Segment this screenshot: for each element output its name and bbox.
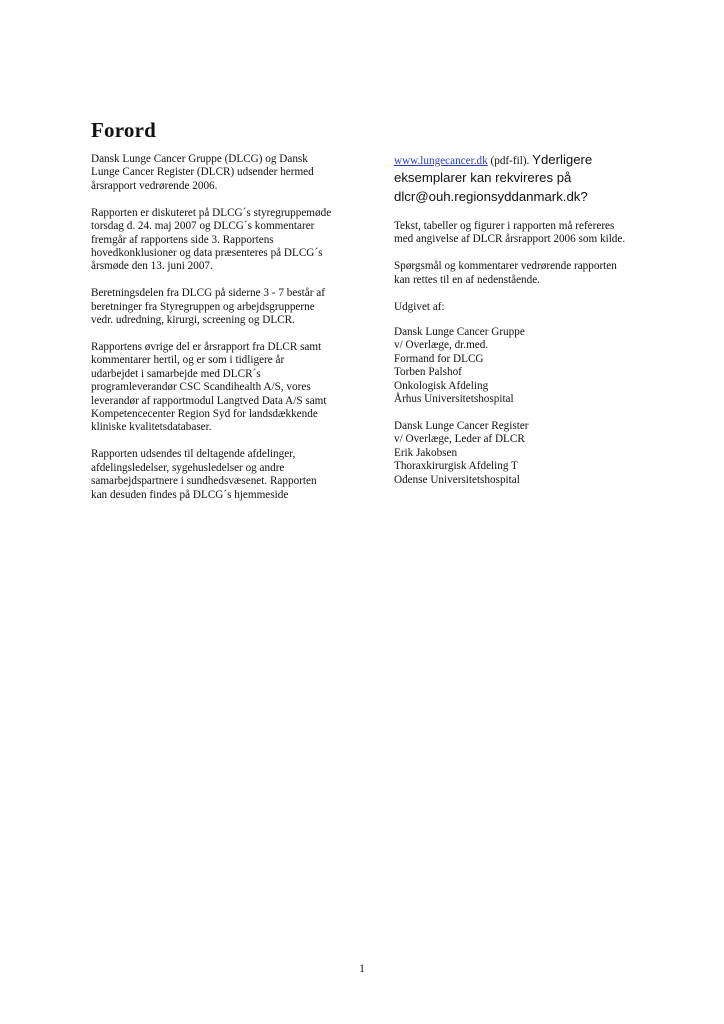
link-suffix: (pdf-fil). [487,155,533,167]
questions-paragraph: Spørgsmål og kommentarer vedrørende rapporten kan rettes til en af nedenstående. [394,260,617,286]
contact-email: dlcr@ouh.regionsyddanmark.dk? [394,189,588,204]
report-section-paragraph: Beretningsdelen fra DLCG på siderne 3 - 7 består af beretninger fra Styregruppen og arbejdsgrupperne vedr. udredning, kirurgi, screening og DLCR. [91,287,325,327]
publisher-dlcr: Dansk Lunge Cancer Register v/ Overlæge, Leder af DLCR Erik Jakobsen Thoraxkirurgisk Afdeling T Odense Universitetshospital [394,419,529,486]
distribution-paragraph: Rapporten udsendes til deltagende afdelinger, afdelingsledelser, sygehusledelser og andre samarbejdspartnere i sundhedsvæsenet. Rapporten kan desuden findes på DLCG´s hjemmeside [91,448,317,501]
discussion-paragraph: Rapporten er diskuteret på DLCG´s styregruppemøde torsdag d. 24. maj 2007 og DLCG´s kommentarer fremgår af rapportens side 3. Rapportens hovedkonklusioner og data præsenteres på DLCG´s årsmøde den 13. juni 2007. [91,206,332,273]
publisher-dlcg: Dansk Lunge Cancer Gruppe v/ Overlæge, dr.med. Formand for DLCG Torben Palshof Onkologisk Afdeling Århus Universitetshospital [394,326,525,406]
website-line [394,153,654,168]
published-by-label: Udgivet af: [394,300,445,313]
intro-paragraph: Dansk Lunge Cancer Gruppe (DLCG) og Dansk Lunge Cancer Register (DLCR) udsender hermed årsrapport vedrørende 2006. [91,153,314,192]
page-title: Forord [91,118,156,142]
website-paragraph [394,153,654,206]
page-number: 1 [359,963,365,975]
left-column [91,153,353,515]
annual-report-paragraph: Rapportens øvrige del er årsrapport fra DLCR samt kommentarer hertil, og er som i tidligere år udarbejdet i samarbejde med DLCR´s programleverandør CSC Scandihealth A/S, vores leverandør af rapportmodul Langtved Data A/S samt Kompetencecenter Region Syd for landsdækkende kliniske kvalitetsdatabaser. [91,340,327,434]
website-link[interactable]: www.lungecancer.dk [394,155,488,167]
citation-paragraph: Tekst, tabeller og figurer i rapporten må refereres med angivelse af DLCR årsrapport 2006 som kilde. [394,220,626,246]
right-column [394,153,654,501]
continuation-text-1: Yderligere [532,152,593,167]
continuation-text-2: eksemplarer kan rekvireres på [394,170,572,185]
